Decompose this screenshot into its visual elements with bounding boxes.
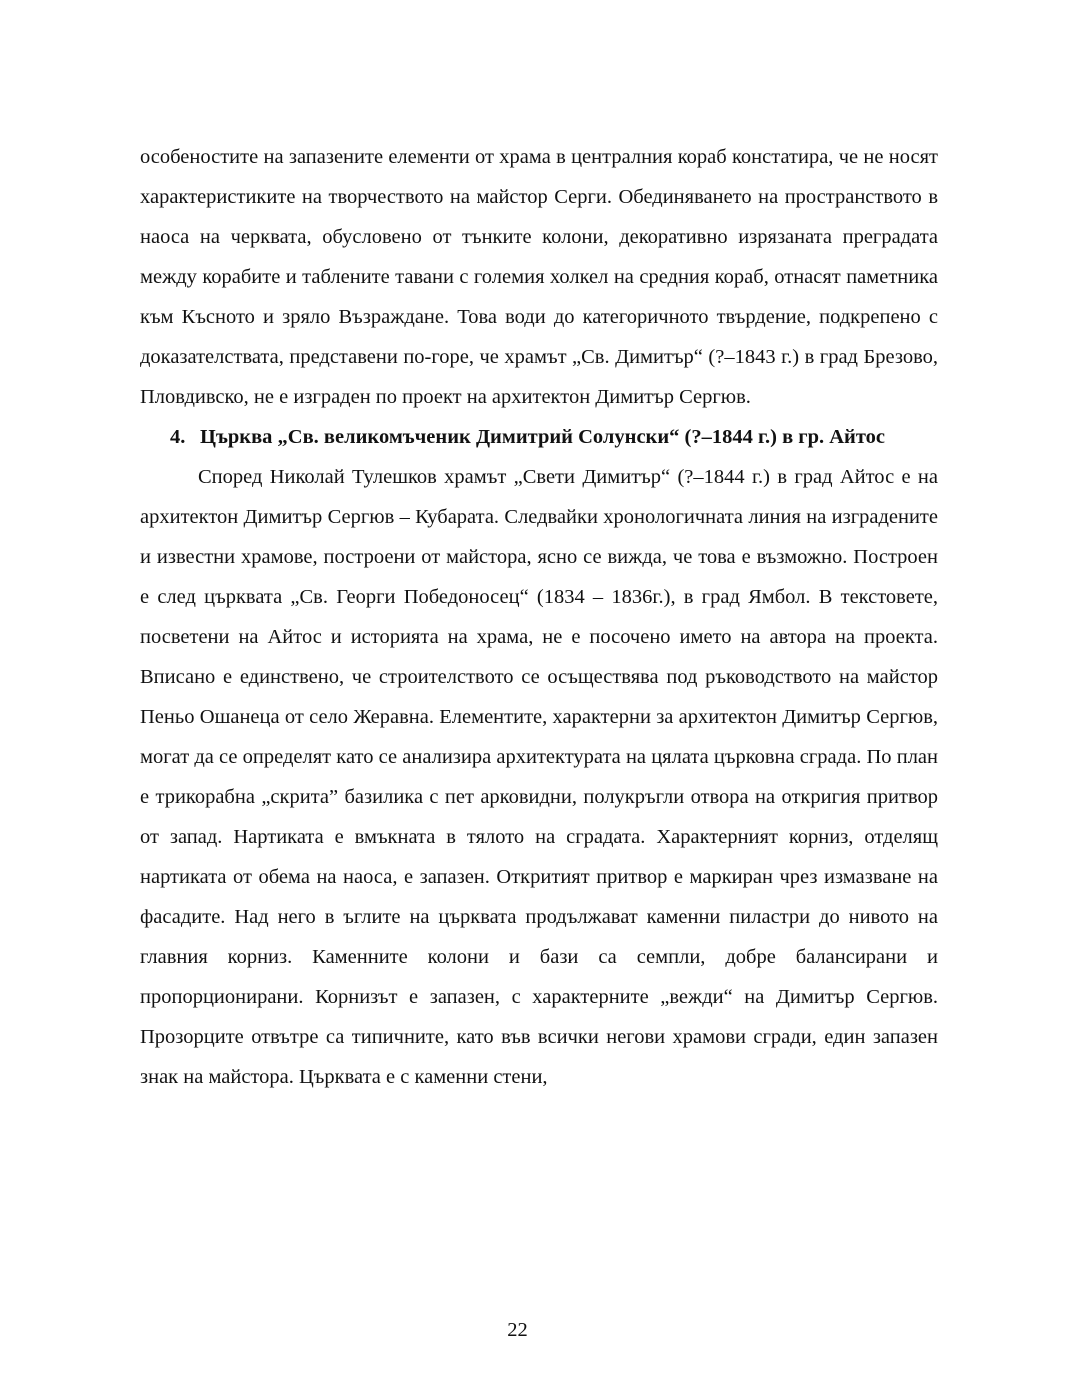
paragraph-continued: особеностите на запазените елементи от храма в централния кораб констатира, че не носят характеристиките на творчеството на майстор Серги. Обединяването на пространството в наоса на черквата, обусловено от тънките колони, декоративно изрязаната преградата между корабите и таблените тавани с големия холкел на средния кораб, отнасят паметника към Късното и зряло Възраждане. Това води до категоричното твърдение, подкрепено с доказателствата, представени по-горе, че храмът „Св. Димитър“ (?–1843 г.) в град Брезово, Пловдивско, не е изграден по проект на архитектон Димитър Сергюв. bbox=[140, 146, 938, 408]
paragraph-body: Според Николай Тулешков храмът „Свети Димитър“ (?–1844 г.) в град Айтос е на архитектон Димитър Сергюв – Кубарата. Следвайки хронологичната линия на изградените и известни храмове, построени от майстора, ясно се вижда, че това е възможно. Построен е след църквата „Св. Георги Победоносец“ (1834 – 1836г.), в град Ямбол. В текстовете, посветени на Айтос и историята на храма, не е посочено името на автора на проекта. Вписано е единствено, че строителството се осъществява под ръководството на майстор Пеньо Ошанеца от село Жеравна. Елементите, характерни за архитектон Димитър Сергюв, могат да се определят като се анализира архитектурата на цялата църковна сграда. По план е трикорабна „скрита” базилика с пет арковидни, полукръгли отвора на откригия притвор от запад. Нартиката е вмъкната в тялото на сградата. Характерният корниз, отделящ нартиката от обема на наоса, е запазен. Откритият притвор е маркиран чрез измазване на фасадите. Над него в ъглите на църквата продължават каменни пиластри до нивото на главния корниз. Каменните колони и бази са семпли, добре балансирани и пропорционирани. Корнизът е запазен, с характерните „вежди“ на Димитър Сергюв. Прозорците отвътре са типичните, като във всички негови храмови сгради, един запазен знак на майстора. Църквата е с каменни стени, bbox=[140, 466, 938, 1088]
section-title: Църква „Св. великомъченик Димитрий Солунски“ (?–1844 г.) в гр. Айтос bbox=[200, 426, 885, 448]
section-number: 4. bbox=[170, 426, 186, 448]
document-body bbox=[140, 137, 938, 1097]
page-number: 22 bbox=[507, 1319, 528, 1341]
section-heading bbox=[140, 417, 938, 457]
